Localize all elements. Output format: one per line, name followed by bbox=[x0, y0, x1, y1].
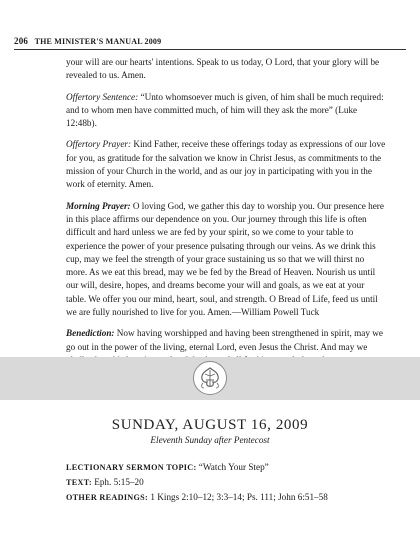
text-value: Eph. 5:15–20 bbox=[91, 477, 144, 487]
continued-prayer bbox=[66, 56, 386, 83]
morning-prayer-label: Morning Prayer: bbox=[66, 200, 131, 211]
liturgical-subtitle: Eleventh Sunday after Pentecost bbox=[150, 435, 270, 445]
section-divider-band bbox=[0, 357, 420, 400]
morning-prayer-text: O loving God, we gather this day to worship you. Our presence here in this place affirms our dependence on you. Our journey through this life is often difficult and hard unless we are fed by your spirit, so we come to your table to experience the power of your presence pulsating through our veins. As we drink this cup, may we feel the strength of your grace sustaining us so that we will thirst no more. As we eat this bread, may we be fed by the Bread of Heaven. Nourish us until our will, desire, hopes, and dreams become your will and goals, as we eat at your table. We offer you our mind, heart, soul, and strength. O Bread of Life, feed us until we are fully nourished to live for you. Amen.—William Powell Tuck bbox=[66, 200, 384, 318]
morning-prayer bbox=[66, 200, 386, 320]
date-heading: SUNDAY, AUGUST 16, 2009 bbox=[111, 417, 309, 433]
other-readings-value: 1 Kings 2:10–12; 3:3–14; Ps. 111; John 6:51–58 bbox=[148, 492, 328, 502]
header-rule bbox=[14, 49, 406, 50]
benediction-text: Now having worshipped and having been strengthened in spirit, may we go out in the power of the living, eternal Lord, even Jesus the Christ. And may we bbox=[66, 328, 383, 352]
offertory-sentence-label: Offertory Sentence: bbox=[66, 91, 139, 102]
other-readings-label: OTHER READINGS: bbox=[66, 493, 149, 502]
offertory-sentence-text: “Unto whomsoever much is given, of him shall be much required: and to whom men have committed much, of him will they ask the more” (Luke 12:48b). bbox=[66, 91, 384, 129]
book-title: THE MINISTER'S MANUAL 2009 bbox=[34, 37, 162, 46]
sermon-topic-label: LECTIONARY SERMON TOPIC: bbox=[66, 463, 197, 472]
offertory-prayer-label: Offertory Prayer: bbox=[66, 139, 132, 150]
continued-prayer-text: your will are our hearts' intentions. Speak to us today, O Lord, that your glory will be revealed to us. Amen. bbox=[66, 57, 380, 81]
other-readings-line bbox=[66, 490, 328, 505]
text-label: TEXT: bbox=[66, 478, 92, 487]
offertory-sentence bbox=[66, 91, 386, 131]
benediction-label: Benediction: bbox=[66, 328, 115, 339]
page-number: 206 bbox=[14, 36, 29, 46]
offertory-prayer bbox=[66, 138, 386, 191]
vine-leaf-graphic bbox=[194, 362, 226, 394]
readings-block bbox=[66, 460, 328, 505]
text-line bbox=[66, 475, 328, 490]
running-header bbox=[14, 36, 161, 46]
page-body bbox=[66, 56, 386, 375]
sermon-topic-value: “Watch Your Step” bbox=[196, 462, 269, 472]
offertory-prayer-text: Kind Father, receive these offerings today as expressions of our love for you, as gratitude for the salvation we know in Christ Jesus, as commitments to the mission of your Church in the world, and as our joy in participating with you in the work of eternity. Amen. bbox=[66, 139, 386, 190]
vine-leaf-icon bbox=[193, 361, 227, 395]
sermon-topic-line bbox=[66, 460, 328, 475]
